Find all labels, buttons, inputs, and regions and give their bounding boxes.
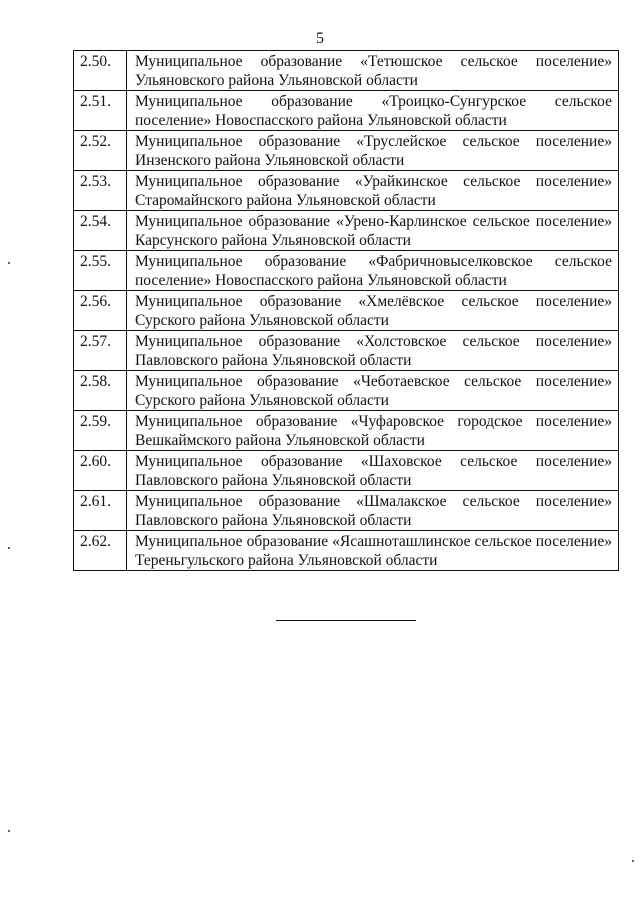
- row-text: Муниципальное образование «Тетюшское сельское поселение» Ульяновского района Ульяновской области: [127, 51, 619, 91]
- row-number: 2.62.: [74, 531, 127, 571]
- row-number: 2.53.: [74, 171, 127, 211]
- row-text: Муниципальное образование «Урено-Карлинское сельское поселение» Карсунского района Ульяновской области: [127, 211, 619, 251]
- row-text: Муниципальное образование «Чуфаровское городское поселение» Вешкаймского района Ульяновской области: [127, 411, 619, 451]
- scan-speck: [8, 830, 10, 832]
- table-row: [74, 451, 619, 491]
- row-number: 2.50.: [74, 51, 127, 91]
- scan-speck: [8, 262, 10, 264]
- table-row: [74, 491, 619, 531]
- row-text: Муниципальное образование «Ясашноташлинское сельское поселение» Тереньгульского района Ульяновской области: [127, 531, 619, 571]
- table-row: [74, 131, 619, 171]
- row-text: Муниципальное образование «Чеботаевское сельское поселение» Сурского района Ульяновской области: [127, 371, 619, 411]
- row-number: 2.51.: [74, 91, 127, 131]
- row-number: 2.52.: [74, 131, 127, 171]
- row-text: Муниципальное образование «Труслейское сельское поселение» Инзенского района Ульяновской области: [127, 131, 619, 171]
- row-number: 2.56.: [74, 291, 127, 331]
- row-text: Муниципальное образование «Фабричновыселковское сельское поселение» Новоспасского района Ульяновской области: [127, 251, 619, 291]
- row-number: 2.58.: [74, 371, 127, 411]
- page-number: 5: [316, 30, 324, 47]
- table-row: [74, 51, 619, 91]
- table-row: [74, 171, 619, 211]
- row-number: 2.61.: [74, 491, 127, 531]
- row-number: 2.54.: [74, 211, 127, 251]
- row-number: 2.59.: [74, 411, 127, 451]
- scan-speck: [8, 547, 10, 549]
- table-row: [74, 291, 619, 331]
- municipality-table: [73, 50, 619, 571]
- scan-speck: [632, 860, 634, 862]
- closing-divider-line: [276, 620, 416, 621]
- table-row: [74, 371, 619, 411]
- table-row: [74, 91, 619, 131]
- table-row: [74, 251, 619, 291]
- row-text: Муниципальное образование «Троицко-Сунгурское сельское поселение» Новоспасского района Ульяновской области: [127, 91, 619, 131]
- row-text: Муниципальное образование «Урайкинское сельское поселение» Старомайнского района Ульяновской области: [127, 171, 619, 211]
- row-number: 2.60.: [74, 451, 127, 491]
- row-number: 2.55.: [74, 251, 127, 291]
- row-text: Муниципальное образование «Шаховское сельское поселение» Павловского района Ульяновской области: [127, 451, 619, 491]
- row-text: Муниципальное образование «Шмалакское сельское поселение» Павловского района Ульяновской области: [127, 491, 619, 531]
- table-row: [74, 411, 619, 451]
- table-row: [74, 331, 619, 371]
- table-row: [74, 531, 619, 571]
- row-text: Муниципальное образование «Хмелёвское сельское поселение» Сурского района Ульяновской области: [127, 291, 619, 331]
- row-text: Муниципальное образование «Холстовское сельское поселение» Павловского района Ульяновской области: [127, 331, 619, 371]
- table-row: [74, 211, 619, 251]
- row-number: 2.57.: [74, 331, 127, 371]
